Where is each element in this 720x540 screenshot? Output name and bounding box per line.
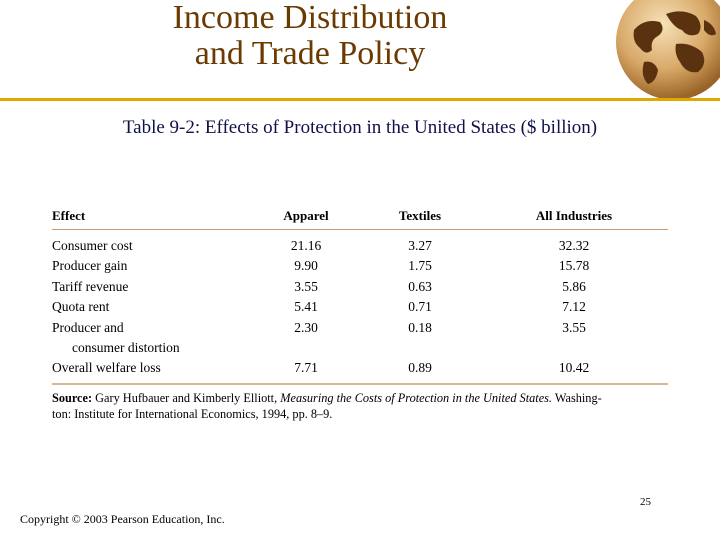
cell-textiles: 1.75 [408,258,432,274]
cell-all-industries: 5.86 [562,278,586,294]
cell-apparel: 5.41 [294,299,318,315]
globe-icon [604,0,720,100]
data-table [52,208,668,379]
cell-all-industries: 3.55 [562,319,586,335]
table-row [52,256,668,276]
source-publisher-1: Washing- [554,390,602,405]
source-title: Measuring the Costs of Protection in the United States. [280,390,553,405]
cell-all-industries: 7.12 [562,299,586,315]
table-bottom-rule [52,383,668,385]
cell-apparel: 9.90 [294,258,318,274]
cell-textiles: 0.89 [408,360,432,376]
cell-effect: consumer distortion [72,340,180,356]
cell-textiles: 3.27 [408,238,432,253]
cell-textiles: 0.18 [408,319,432,335]
cell-all-industries [480,338,668,358]
source-authors: Gary Hufbauer and Kimberly Elliott, [95,390,278,405]
cell-all-industries: 15.78 [558,258,590,274]
page-number: 25 [640,496,651,508]
cell-textiles: 0.71 [408,299,432,315]
table-row [52,297,668,317]
cell-effect: Consumer cost [52,238,133,253]
cell-all-industries: 10.42 [558,360,590,376]
cell-apparel [252,338,360,358]
cell-apparel: 21.16 [290,238,322,253]
cell-effect: Quota rent [52,299,110,315]
table-row [52,230,668,257]
cell-effect: Overall welfare loss [52,360,161,376]
title-line-2: and Trade Policy [194,35,426,72]
table-row [52,338,668,358]
cell-textiles: 0.63 [408,278,432,294]
table-row [52,358,668,378]
cell-apparel: 3.55 [294,278,318,294]
title-divider [0,98,720,101]
cell-apparel: 7.71 [294,360,318,376]
column-header-textiles: Textiles [398,208,442,223]
cell-apparel: 2.30 [294,319,318,335]
table-row [52,318,668,338]
column-header-all-industries: All Industries [535,208,613,223]
cell-effect: Tariff revenue [52,278,129,294]
cell-textiles [360,338,480,358]
column-header-apparel: Apparel [283,208,329,223]
source-publisher-2: ton: Institute for International Economics, 1994, pp. 8–9. [52,406,333,421]
source-label: Source: [52,390,93,405]
table-number: Table 9-2: [122,117,201,138]
table-caption-text: Effects of Protection in the United States ($ billion) [204,117,598,138]
cell-all-industries: 32.32 [558,238,590,253]
table-row [52,277,668,297]
copyright-notice: Copyright © 2003 Pearson Education, Inc. [20,512,225,526]
cell-effect: Producer gain [52,258,128,274]
title-line-1: Income Distribution [172,0,448,36]
table-caption [0,117,720,139]
column-header-effect: Effect [52,208,86,223]
protection-effects-table [52,208,668,422]
slide-title [110,0,510,72]
cell-effect: Producer and [52,319,124,335]
table-header-row [52,208,668,230]
table-source-note [52,390,668,422]
